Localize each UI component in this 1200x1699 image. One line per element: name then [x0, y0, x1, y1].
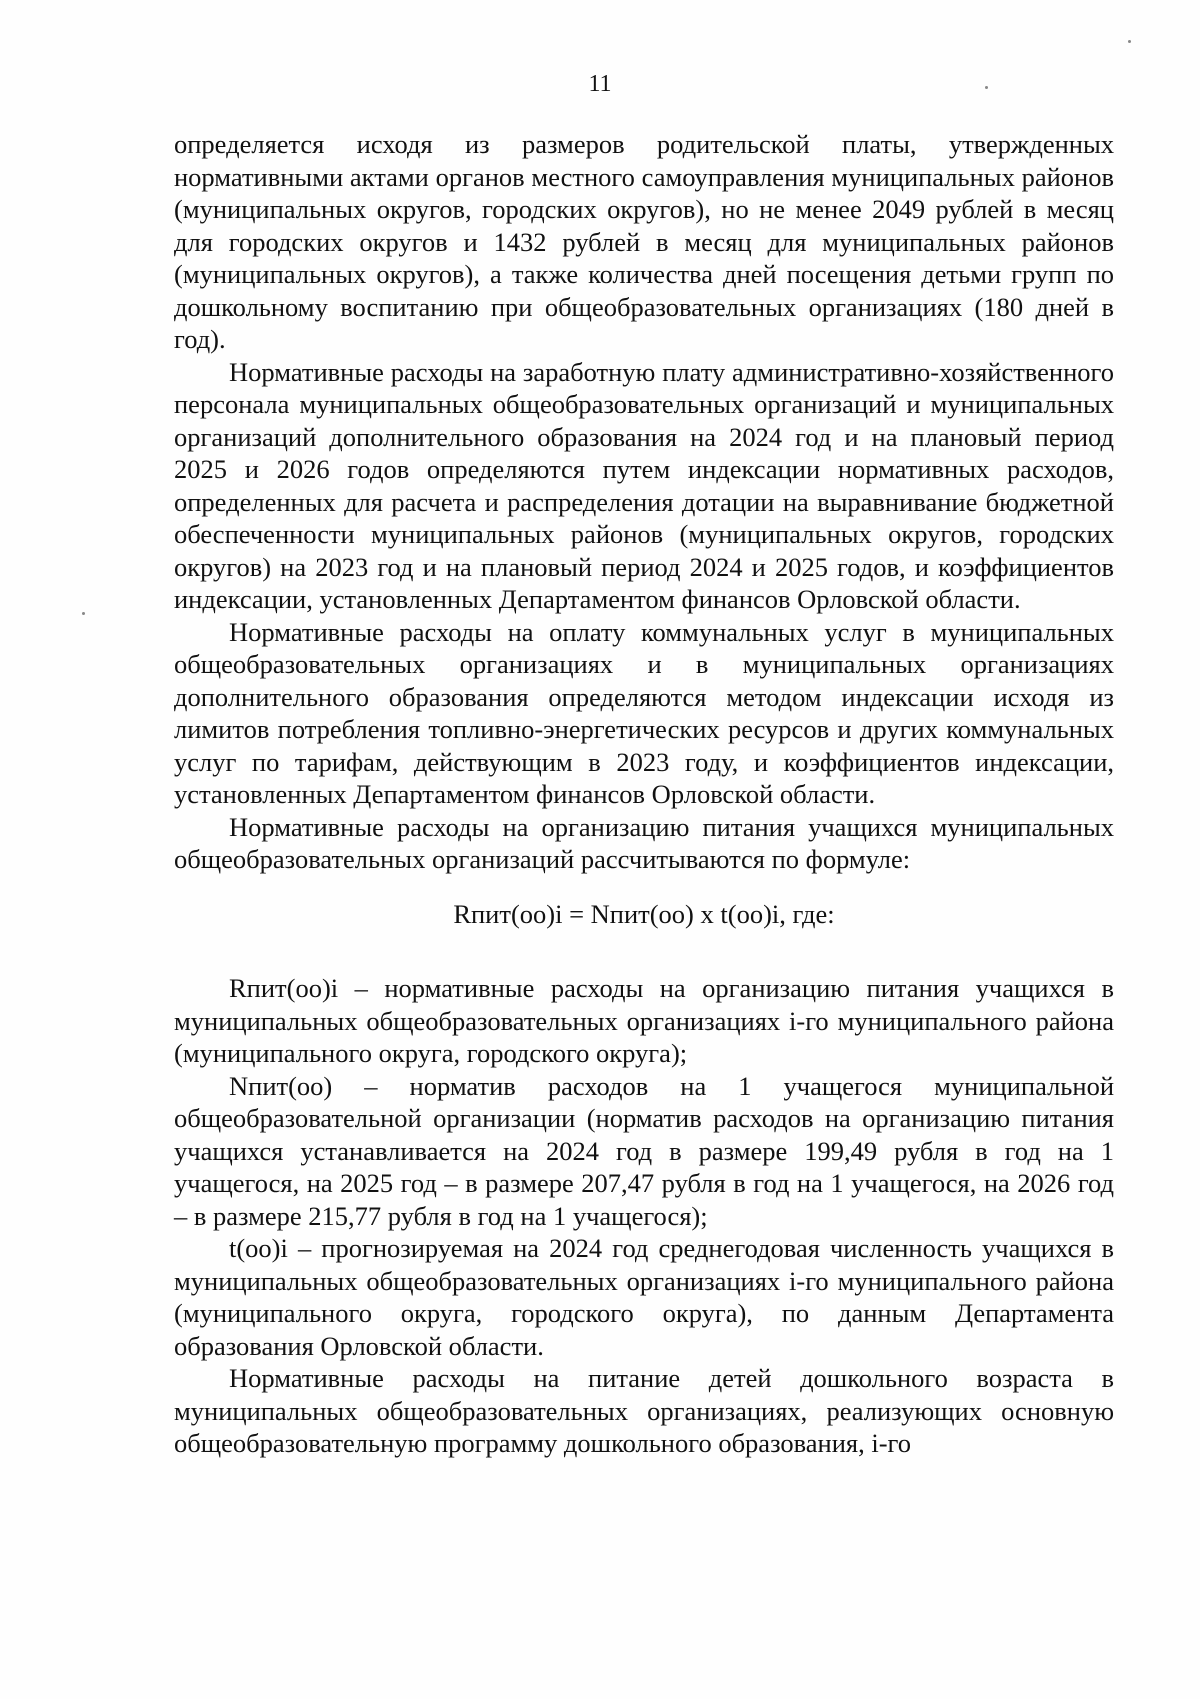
- paragraph-preschool-meals: Нормативные расходы на питание детей дошкольного возраста в муниципальных общеобразовательных организациях, реализующих основную общеобразовательную программу дошкольного образования, i-го: [174, 1363, 1114, 1458]
- paragraph-utilities: Нормативные расходы на оплату коммунальных услуг в муниципальных общеобразовательных организациях и в муниципальных организациях дополнительного образования определяются методом индексации исходя из лимитов потребления топливно-энергетических ресурсов и других коммунальных услуг по тарифам, действующим в 2023 году, и коэффициентов индексации, установленных Департаментом финансов Орловской области.: [174, 616, 1114, 809]
- formula-definition-r: Rпит(оо)i – нормативные расходы на организацию питания учащихся в муниципальных общеобразовательных организациях i-го муниципального района (муниципального округа, городского округа);: [174, 973, 1114, 1068]
- page-number: 11: [588, 71, 612, 97]
- scan-speck: [985, 86, 988, 89]
- document-body: [174, 128, 1114, 1460]
- scan-speck: [82, 612, 85, 615]
- formula-definition-n: Nпит(оо) – норматив расходов на 1 учащегося муниципальной общеобразовательной организации (норматив расходов на организацию питания учащихся устанавливается на 2024 год в размере 199,49 рубля в год на 1 учащегося, на 2025 год – в размере 207,47 рубля в год на 1 учащегося, на 2026 год – в размере 215,77 рубля в год на 1 учащегося);: [174, 1070, 1114, 1231]
- formula: Rпит(оо)i = Nпит(оо) x t(оо)i, где:: [453, 898, 835, 929]
- scan-speck: [1128, 40, 1131, 43]
- formula-definition-t: t(оо)i – прогнозируемая на 2024 год среднегодовая численность учащихся в муниципальных общеобразовательных организациях i-го муниципального района (муниципального округа, городского округа), по данным Департамента образования Орловской области.: [174, 1233, 1114, 1361]
- paragraph-admin-staff-salary: Нормативные расходы на заработную плату административно-хозяйственного персонала муниципальных общеобразовательных организаций и муниципальных организаций дополнительного образования на 2024 год и на плановый период 2025 и 2026 годов определяются путем индексации нормативных расходов, определенных для расчета и распределения дотации на выравнивание бюджетной обеспеченности муниципальных районов (муниципальных округов, городских округов) на 2023 год и на плановый период 2024 и 2025 годов, и коэффициентов индексации, установленных Департаментом финансов Орловской области.: [174, 356, 1114, 614]
- paragraph-meals-intro: Нормативные расходы на организацию питания учащихся муниципальных общеобразовательных организаций рассчитываются по формуле:: [174, 811, 1114, 874]
- paragraph-continuation: определяется исходя из размеров родительской платы, утвержденных нормативными актами органов местного самоуправления муниципальных районов (муниципальных округов, городских округов), но не менее 2049 рублей в месяц для городских округов и 1432 рублей в месяц для муниципальных районов (муниципальных округов), а также количества дней посещения детьми групп по дошкольному воспитанию при общеобразовательных организациях (180 дней в год).: [174, 129, 1114, 354]
